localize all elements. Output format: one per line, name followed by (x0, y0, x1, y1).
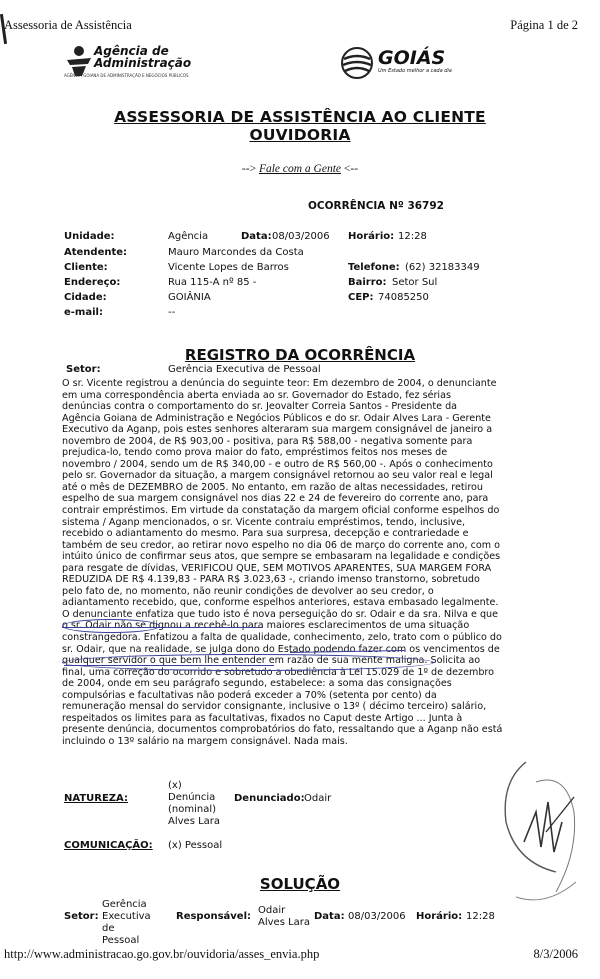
cidade-value: GOIÂNIA (168, 292, 211, 303)
endereco-label: Endereço: (64, 277, 121, 288)
body-line: Agência Goiana de Administração e Negócios Públicos e do sr. Odair Alves Lara - Gerente (62, 412, 491, 424)
bairro-value: Setor Sul (392, 277, 438, 288)
comunicacao-value: (x) Pessoal (168, 840, 223, 851)
ocorrencia-number: OCORRÊNCIA Nº 36792 (308, 200, 444, 212)
registro-title: REGISTRO DA OCORRÊNCIA (184, 346, 416, 364)
goias-logo-tagline: Um Estado melhor a cada dia (378, 68, 452, 74)
telefone-value: (62) 32183349 (405, 262, 480, 273)
solucao-title: SOLUÇÃO (259, 875, 341, 893)
horario-label: Horário: (348, 231, 395, 242)
fale-prefix-arrow: --> (241, 163, 257, 175)
solucao-responsavel-line: Alves Lara (258, 917, 311, 928)
goias-globe-icon (340, 46, 374, 80)
cep-value: 74085250 (378, 292, 429, 303)
page-subtitle: OUVIDORIA (249, 126, 351, 144)
print-footer-url: http://www.administracao.go.gov.br/ouvidoria/asses_envia.php (4, 947, 320, 961)
body-line: sistema / Aganp mencionados, o sr. Vicente contraiu empréstimos, tendo, inclusive, (62, 516, 466, 528)
denunciado-label: Denunciado: (234, 793, 305, 804)
solucao-horario-label: Horário: (416, 911, 463, 922)
body-line: pelo fato de, no momento, não reunir condições de devolver ao seu credor, o (62, 585, 434, 597)
body-line: espelho de sua margem consignável nos dias 22 e 24 de fevereiro do corrente ano, para (62, 493, 489, 505)
body-line: O sr. Vicente registrou a denúncia do seguinte teor: Em dezembro de 2004, o denunciante (62, 378, 497, 389)
goias-logo (340, 46, 490, 86)
email-label: e-mail: (64, 307, 103, 318)
print-header-title: Assessoria de Assistência (4, 18, 132, 32)
bairro-label: Bairro: (348, 277, 387, 288)
comunicacao-label: COMUNICAÇÃO: (64, 840, 153, 851)
solucao-data-value: 08/03/2006 (348, 911, 406, 922)
fale-suffix-arrow: <-- (343, 163, 359, 175)
body-line: denúncias contra o comportamento do sr. Jeovalter Correia Santos - Presidente da (62, 401, 458, 413)
body-line: em uma correspondência aberta enviada ao sr. Governador do Estado, fez sérias (62, 389, 451, 401)
body-line: respeitados os limites para as facultativas, fixados no Caput deste Artigo ... Junta à (62, 712, 463, 724)
fale-com-a-gente-nav (0, 163, 600, 175)
agencia-logo-line2: Administração (94, 56, 192, 70)
body-line: incluindo o 13º salário na margem consignável. Nada mais. (62, 735, 348, 747)
solucao-setor-line: Pessoal (102, 935, 140, 946)
telefone-label: Telefone: (348, 262, 400, 273)
pen-circle (62, 654, 434, 671)
page-title: ASSESSORIA DE ASSISTÊNCIA AO CLIENTE (114, 108, 486, 126)
natureza-line: (nominal) (168, 804, 217, 815)
body-line: o sr. Odair não se dignou a recebê-lo para maiores esclarecimentos de uma situação (62, 620, 470, 632)
solucao-data-label: Data: (314, 911, 345, 922)
print-header-page-number: Página 1 de 2 (510, 18, 578, 32)
registro-setor-value: Gerência Executiva de Pessoal (168, 364, 321, 375)
cep-label: CEP: (348, 292, 374, 303)
body-line: novembro / 2004, sendo um de R$ 340,00 - e outro de R$ 560,00 -. Após o conhecimento (62, 458, 493, 470)
body-line: adiantamento recebido, que, conforme espelhos anteriores, estava embasado legalmente. (62, 597, 499, 609)
cliente-label: Cliente: (64, 262, 108, 273)
natureza-line: Alves Lara (168, 816, 221, 827)
body-line: novembro de 2004, de R$ 903,00 - positiva, para R$ 588,00 - negativa somente para (62, 435, 473, 447)
natureza-label: NATUREZA: (64, 793, 128, 804)
body-line: Executivo da Aganp, pois estes senhores alteraram sua margem consignável de janeiro a (62, 424, 493, 436)
body-line: para resgate de dívidas, VERIFICOU QUE, SEM MOTIVOS APARENTES, SUA MARGEM FORA (62, 562, 492, 574)
handwritten-signature-stamp (496, 752, 590, 912)
registro-setor-label: Setor: (66, 364, 101, 375)
goias-logo-name: GOIÁS (378, 47, 446, 69)
atendente-value: Mauro Marcondes da Costa (168, 247, 304, 258)
body-line: constrangedora. Enfatizou a falta de qualidade, conhecimento, zelo, trato com o público do (62, 632, 502, 644)
endereco-value: Rua 115-A nº 85 - (168, 277, 257, 288)
body-line: prejudica-lo, tendo como prova maior do fato, empréstimos feitos nos meses de (62, 447, 448, 459)
horario-value: 12:28 (398, 231, 427, 242)
pen-circle (62, 619, 160, 633)
agencia-logo (64, 44, 224, 84)
agencia-logo-line1: Agência de (94, 44, 169, 58)
registro-body-text (62, 378, 532, 748)
body-line: pelo sr. Governador da situação, a margem consignável retornou ao seu valor real e legal (62, 470, 493, 482)
solucao-responsavel-line: Odair (258, 905, 286, 916)
email-value: -- (168, 307, 176, 318)
body-line: presente denúncia, documentos comprobatórios do fato, ressaltando que a Aganp não está (62, 724, 503, 736)
body-line: compulsórias e facultativas não poderá exceder a 70% (setenta por cento) da (62, 689, 437, 701)
print-footer-date: 8/3/2006 (533, 947, 578, 961)
cliente-value: Vicente Lopes de Barros (168, 262, 289, 273)
solucao-responsavel-label: Responsável: (176, 911, 252, 922)
solucao-setor-line: Gerência (102, 899, 147, 910)
solucao-setor-label: Setor: (64, 911, 99, 922)
body-line: O denunciante enfatiza que tudo isto é nova perseguição do sr. Odair e da sra. Nilva e que (62, 608, 499, 620)
agencia-logo-subtitle: AGÊNCIA GOIANA DE ADMINISTRAÇÃO E NEGÓCIOS PÚBLICOS (64, 73, 189, 78)
body-line: recebido o adiantamento do mesmo. Para sua surpresa, decepção e contrariedade e (62, 528, 469, 540)
body-line: de 2004, onde em seu parágrafo segundo, estabelece: a soma das consignações (62, 678, 452, 690)
atendente-label: Atendente: (64, 247, 128, 258)
body-line: até o mês de DEZEMBRO de 2005. No entanto, em razão de altas necessidades, retirou (62, 481, 484, 493)
cidade-label: Cidade: (64, 292, 107, 303)
natureza-line: (x) Denúncia (168, 780, 216, 803)
solucao-horario-value: 12:28 (466, 911, 495, 922)
solucao-responsavel-value (258, 905, 318, 929)
body-line: contrair empréstimos. Em virtude da constatação da margem oficial conforme espelhos do (62, 505, 500, 517)
fale-com-a-gente-link[interactable]: Fale com a Gente (258, 163, 342, 175)
body-line: qualquer servidor o que bem lhe entender em razão de sua mente maligna. Solicita ao (62, 655, 481, 667)
body-line: sr. Odair, que na realidade, se julga dono do Estado podendo fazer com os vencimentos de (62, 643, 500, 655)
body-line: REDUZIDA DE R$ 4.139,83 - PARA R$ 3.023,63 -, criando imenso transtorno, sobretudo (62, 574, 480, 586)
solucao-setor-value (102, 899, 162, 947)
data-label: Data: (241, 231, 272, 242)
body-line: final, uma correção do ocorrido e sobretudo a obediência à Lei 15.029 de 1º de dezembro (62, 666, 495, 678)
body-line: também de seu credor, ao retirar novo espelho no dia 06 de março do corrente ano, com o (62, 539, 500, 551)
denunciado-value: Odair (304, 793, 332, 804)
unidade-label: Unidade: (64, 231, 115, 242)
solucao-setor-line: Executiva de (102, 911, 151, 934)
unidade-value: Agência (168, 231, 209, 242)
body-line: intúito único de confirmar seus atos, que sempre se embasaram na legalidade e condições (62, 551, 501, 563)
body-line: remuneração mensal do servidor consignante, inclusive o 13º ( décimo terceiro) salário, (62, 701, 487, 713)
data-value: 08/03/2006 (272, 231, 330, 242)
natureza-value (168, 780, 228, 828)
